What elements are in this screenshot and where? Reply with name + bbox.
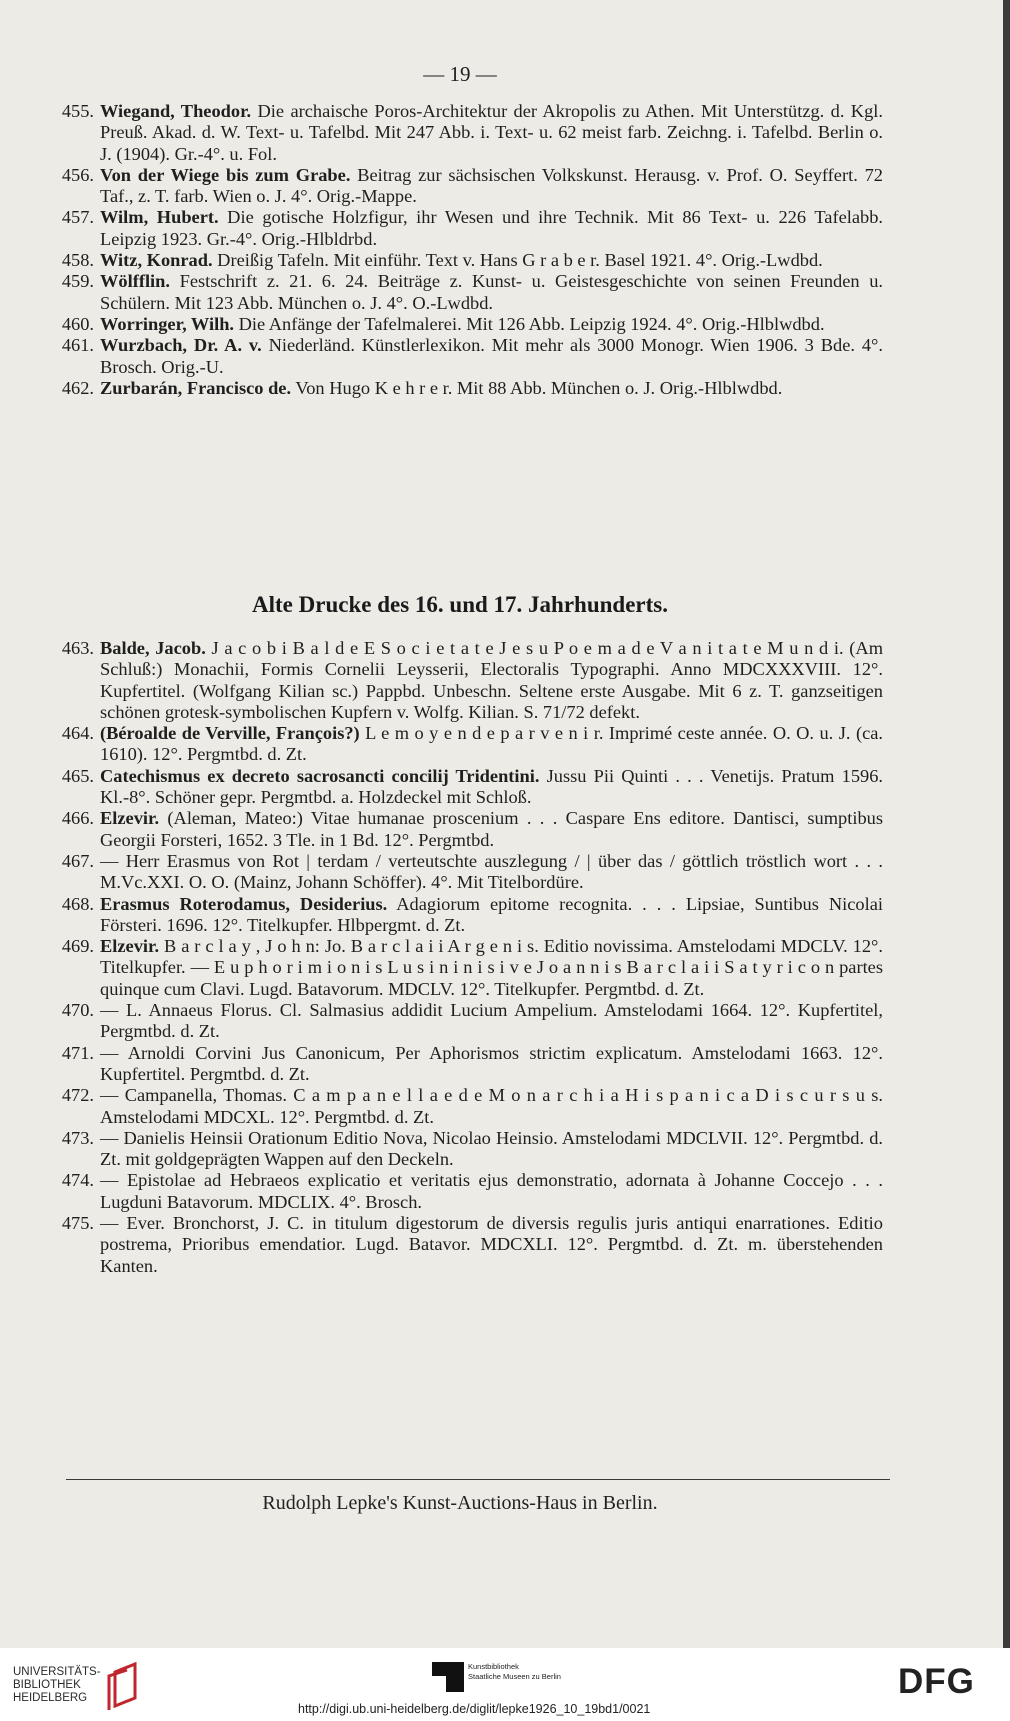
entry-text: Die gotische Holzfigur, ihr Wesen und ihre Technik. Mit 86 Text- u. 226 Tafelabb. Leipzig 1923. Gr.-4°. Orig.-Hlbldrbd. (100, 207, 883, 249)
entry-number: 471. (61, 1042, 94, 1063)
ub-logo-text: UNIVERSITÄTS- BIBLIOTHEK HEIDELBERG (13, 1666, 101, 1704)
entry-author: Elzevir. (100, 936, 160, 957)
entry-text: (Aleman, Mateo:) Vitae humanae proscenium . . . Caspare Ens editore. Dantisci, sumptibus Georgii Forsteri, 1652. 3 Tle. in 1 Bd. 12°. Pergmtbd. (100, 808, 883, 850)
entry-number: 469. (61, 936, 94, 957)
footer-rule (66, 1479, 890, 1480)
ub-heidelberg-logo[interactable] (13, 1660, 153, 1716)
entry-number: 462. (61, 377, 94, 398)
ub-emblem-icon (105, 1660, 145, 1712)
catalog-entry (38, 723, 883, 766)
entry-text: Die Anfänge der Tafelmalerei. Mit 126 Abb. Leipzig 1924. 4°. Orig.-Hlblwdbd. (234, 313, 825, 334)
catalog-entry (38, 1213, 883, 1277)
catalog-entry (38, 101, 883, 165)
catalog-entry (38, 766, 883, 809)
catalog-entry (38, 207, 883, 250)
entry-number: 472. (61, 1085, 94, 1106)
entry-text: Adagiorum epitome recognita. . . . Lipsiae, Suntibus Nicolai Försteri. 1696. 12°. Titelkupfer. Hlbpergmt. d. Zt. (100, 893, 883, 935)
entry-text: — Epistolae ad Hebraeos explicatio et veritatis ejus demonstratio, adornata à Johanne Coccejo . . . Lugduni Batavorum. MDCLIX. 4°. Brosch. (100, 1170, 883, 1212)
entry-number: 460. (61, 313, 94, 334)
entry-text: Dreißig Tafeln. Mit einführ. Text v. Hans G r a b e r. Basel 1921. 4°. Orig.-Lwdbd. (212, 250, 823, 271)
entry-author: Von der Wiege bis zum Grabe. (100, 164, 351, 185)
catalog-entry (38, 165, 883, 208)
entry-number: 474. (61, 1170, 94, 1191)
entry-author: Balde, Jacob. (100, 638, 206, 658)
catalog-entry (38, 314, 883, 335)
entry-text: — Ever. Bronchorst, J. C. in titulum digestorum de diversis regulis juris antiqui enarrationes. Editio postrema, Prioribus emendatior. Lugd. Batavor. MDCXLI. 12°. Pergmtbd. d. Zt. m. überstehenden Kanten. (100, 1213, 883, 1276)
entry-author: Elzevir. (100, 808, 160, 829)
entry-author: Witz, Konrad. (100, 250, 213, 271)
kunstbibliothek-text: Kunstbibliothek Staatliche Museen zu Berlin (468, 1662, 561, 1681)
entry-author: Wurzbach, Dr. A. v. (100, 335, 262, 356)
viewer-bottom-bar (0, 1648, 1010, 1721)
entry-text: B a r c l a y , J o h n: Jo. B a r c l a i i A r g e n i s. Editio novissima. Amstelodami MDCLV. 12°. Titelkupfer. — E u p h o r i m i o n i s L u s i n i n i s i v e J o a n n i s B a r c l a i i S a t y r i c o n partes quinque cum Clavi. Lugd. Batavorum. MDCLV. 12°. Titelkupfer. Pergmtbd. d. Zt. (100, 936, 883, 999)
entry-number: 473. (61, 1127, 94, 1148)
entry-text: Jussu Pii Quinti . . . Venetijs. Pratum 1596. Kl.-8°. Schöner gepr. Pergmtbd. a. Holzdeckel mit Schloß. (100, 765, 884, 808)
entry-number: 463. (61, 638, 94, 658)
entries-list-top (38, 101, 883, 399)
catalog-entry (38, 936, 883, 1000)
catalog-entry (38, 271, 883, 314)
entry-author: Erasmus Roterodamus, Desiderius. (100, 893, 388, 914)
catalog-entry (38, 1128, 883, 1171)
entry-number: 458. (61, 250, 94, 271)
entry-number: 456. (61, 164, 94, 185)
kunstbibliothek-logo[interactable] (430, 1660, 600, 1700)
catalog-entry (38, 1000, 883, 1043)
entry-author: Zurbarán, Francisco de. (100, 377, 292, 398)
catalog-entry (38, 1043, 883, 1086)
entry-text: Niederländ. Künstlerlexikon. Mit mehr als 3000 Monogr. Wien 1906. 3 Bde. 4°. Brosch. Orig.-U. (100, 335, 884, 377)
section-heading: Alte Drucke des 16. und 17. Jahrhunderts. (252, 592, 668, 617)
entry-number: 457. (61, 207, 94, 228)
entry-text: — Campanella, Thomas. C a m p a n e l l a e d e M o n a r c h i a H i s p a n i c a D i s c u r s u s. Amstelodami MDCXL. 12°. Pergmtbd. d. Zt. (100, 1085, 883, 1127)
entry-number: 467. (61, 850, 94, 871)
catalog-entry (38, 378, 883, 399)
entry-number: 468. (61, 893, 94, 914)
kunstbibliothek-emblem-icon (432, 1662, 464, 1692)
entry-author: (Béroalde de Verville, François?) (100, 723, 360, 744)
entry-text: — L. Annaeus Florus. Cl. Salmasius addidit Lucium Ampelium. Amstelodami 1664. 12°. Kupfertitel, Pergmtbd. d. Zt. (100, 1000, 883, 1042)
entry-author: Catechismus ex decreto sacrosancti concilij Tridentini. (100, 765, 540, 786)
entry-number: 464. (61, 723, 94, 744)
footer-publisher: Rudolph Lepke's Kunst-Auctions-Haus in Berlin. (262, 1492, 658, 1514)
entry-number: 455. (61, 101, 94, 121)
entry-text: J a c o b i B a l d e E S o c i e t a t e J e s u P o e m a d e V a n i t a t e M u n d i. (Am Schluß:) Monachii, Formis Cornelii Leysserii, Electoralis Typographi. Anno MDCXXXVIII. 12°. Kupfertitel. (Wolfgang Kilian sc.) Pappbd. Unbeschn. Seltene erste Ausgabe. Mit 6 z. T. ganzseitigen schönen grotesk-symbolischen Kupfern v. Wolfg. Kilian. S. 71/72 defekt. (100, 638, 883, 722)
catalog-entry (38, 335, 883, 378)
dfg-logo[interactable]: DFG (898, 1662, 975, 1701)
entry-author: Worringer, Wilh. (100, 313, 235, 334)
entry-text: — Danielis Heinsii Orationum Editio Nova, Nicolao Heinsio. Amstelodami MDCLVII. 12°. Pergmtbd. d. Zt. mit goldgeprägten Wappen auf den Deckeln. (100, 1127, 883, 1170)
catalog-entry (38, 1085, 883, 1128)
entry-text: — Herr Erasmus von Rot | terdam / verteutschte auszlegung / | über das / göttlich tröstlich wort . . . M.Vc.XXI. O. O. (Mainz, Johann Schöffer). 4°. Mit Titelbordüre. (100, 850, 883, 893)
catalog-entry (38, 250, 883, 271)
catalog-entry (38, 851, 883, 894)
catalog-entry (38, 1170, 883, 1213)
catalog-entry (38, 638, 883, 723)
entry-text: Die archaische Poros-Architektur der Akropolis zu Athen. Mit Unterstützg. d. Kgl. Preuß. Akad. d. W. Text- u. Tafelbd. Mit 247 Abb. i. Text- u. 62 meist farb. Zeichng. i. Tafelbd. Berlin o. J. (1904). Gr.-4°. u. Fol. (100, 101, 883, 164)
entry-number: 470. (61, 1000, 94, 1021)
entry-number: 475. (61, 1213, 94, 1234)
catalog-entry (38, 808, 883, 851)
entry-number: 459. (61, 271, 94, 292)
page-edge (1003, 0, 1010, 1648)
entry-text: Von Hugo K e h r e r. Mit 88 Abb. München o. J. Orig.-Hlblwdbd. (291, 377, 783, 398)
entry-author: Wölfflin. (100, 271, 170, 292)
entry-text: Beitrag zur sächsischen Volkskunst. Herausg. v. Prof. O. Seyffert. 72 Taf., z. T. farb. Wien o. J. 4°. Orig.-Mappe. (100, 164, 883, 207)
entry-number: 465. (61, 765, 94, 786)
catalog-entry (38, 894, 883, 937)
entry-text: L e m o y e n d e p a r v e n i r. Imprimé ceste année. O. O. u. J. (ca. 1610). 12°. Pergmtbd. d. Zt. (100, 723, 883, 765)
entry-number: 466. (61, 808, 94, 829)
entry-author: Wilm, Hubert. (100, 207, 219, 228)
entry-text: Festschrift z. 21. 6. 24. Beiträge z. Kunst- u. Geistesgeschichte von seinen Freunden u. Schülern. Mit 123 Abb. München o. J. 4°. O.-Lwdbd. (100, 271, 883, 313)
entries-list-bottom (38, 638, 883, 1277)
entry-author: Wiegand, Theodor. (100, 101, 252, 121)
entry-text: — Arnoldi Corvini Jus Canonicum, Per Aphorismos strictim explicatum. Amstelodami 1663. 12°. Kupfertitel. Pergmtbd. d. Zt. (100, 1042, 883, 1084)
source-url[interactable]: http://digi.ub.uni-heidelberg.de/diglit/lepke1926_10_19bd1/0021 (298, 1702, 651, 1716)
page-number: — 19 — (423, 62, 497, 86)
entry-number: 461. (61, 335, 94, 356)
